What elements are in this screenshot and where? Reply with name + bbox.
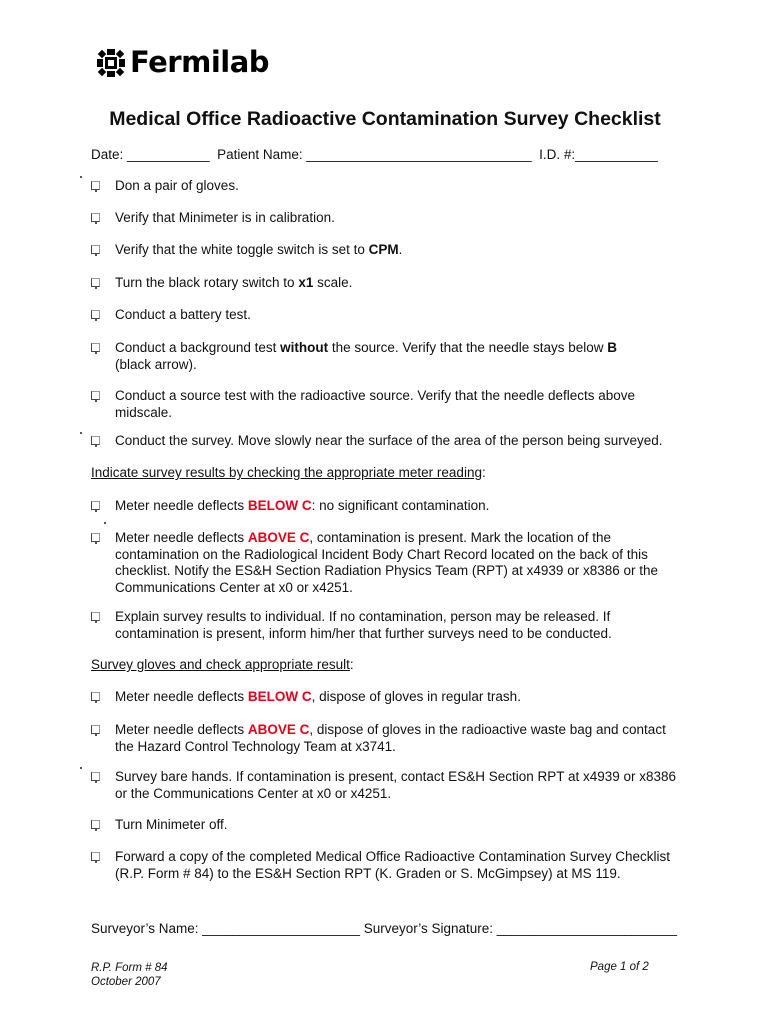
checkbox[interactable] bbox=[91, 391, 100, 400]
item-text: Conduct a battery test. bbox=[115, 307, 251, 322]
checklist-item bbox=[91, 340, 711, 373]
scan-speck bbox=[104, 522, 106, 524]
logo-wordmark: Fermilab bbox=[130, 45, 270, 79]
form-date: October 2007 bbox=[91, 976, 161, 988]
checkbox[interactable] bbox=[91, 245, 100, 254]
checkbox[interactable] bbox=[91, 213, 100, 222]
checkbox[interactable] bbox=[91, 181, 100, 190]
checklist-item bbox=[91, 498, 711, 515]
checkbox[interactable] bbox=[91, 501, 100, 510]
checklist-item bbox=[91, 817, 711, 834]
item-text: Conduct a background test without the source. Verify that the needle stays below B (black arrow). bbox=[115, 340, 618, 372]
checklist-item bbox=[91, 609, 711, 642]
footer-form-info bbox=[91, 961, 168, 989]
scan-speck bbox=[80, 432, 82, 434]
item-text: Meter needle deflects BELOW C, dispose of gloves in regular trash. bbox=[115, 689, 521, 704]
checklist-item bbox=[91, 849, 711, 882]
item-text: Survey bare hands. If contamination is present, contact ES&H Section RPT at x4939 or x8386 or the Communications Center at x0 or x4251. bbox=[115, 769, 677, 801]
checklist-item bbox=[91, 275, 711, 292]
item-text: Meter needle deflects ABOVE C, dispose of gloves in the radioactive waste bag and contact the Hazard Control Technology Team at x3741. bbox=[115, 722, 666, 754]
item-text: Meter needle deflects BELOW C: no significant contamination. bbox=[115, 498, 490, 513]
page-number: Page 1 of 2 bbox=[590, 961, 649, 973]
checklist-item bbox=[91, 433, 711, 450]
checkbox[interactable] bbox=[91, 533, 100, 542]
item-text: Don a pair of gloves. bbox=[115, 178, 239, 193]
item-text: Verify that Minimeter is in calibration. bbox=[115, 210, 335, 225]
fermilab-logo-icon bbox=[97, 49, 125, 77]
checklist-item bbox=[91, 530, 711, 596]
checklist-item bbox=[91, 769, 711, 802]
checkbox[interactable] bbox=[91, 725, 100, 734]
item-text: Verify that the white toggle switch is set to CPM. bbox=[115, 242, 403, 257]
section-heading-results: Indicate survey results by checking the appropriate meter reading: bbox=[91, 465, 486, 480]
checklist-item bbox=[91, 388, 711, 421]
fermilab-logo bbox=[97, 45, 270, 79]
item-text: Turn the black rotary switch to x1 scale. bbox=[115, 275, 353, 290]
checkbox[interactable] bbox=[91, 436, 100, 445]
patient-info-line: Date: ___________ Patient Name: ______________________________ I.D. #:___________ bbox=[91, 147, 658, 162]
checklist-item bbox=[91, 242, 711, 259]
checklist-item bbox=[91, 307, 711, 324]
checklist-item bbox=[91, 210, 711, 227]
form-number: R.P. Form # 84 bbox=[91, 962, 168, 974]
item-text: Conduct a source test with the radioactive source. Verify that the needle deflects above midscale. bbox=[115, 388, 636, 420]
item-text: Forward a copy of the completed Medical Office Radioactive Contamination Survey Checklist (R.P. Form # 84) to the ES&H Section RPT (K. Graden or S. McGimpsey) at MS 119. bbox=[115, 849, 671, 881]
checkbox[interactable] bbox=[91, 692, 100, 701]
surveyor-signature-line: Surveyor’s Name: _____________________ Surveyor’s Signature: ________________________ bbox=[91, 921, 677, 936]
checkbox[interactable] bbox=[91, 820, 100, 829]
checkbox[interactable] bbox=[91, 612, 100, 621]
checkbox[interactable] bbox=[91, 772, 100, 781]
checklist-item bbox=[91, 178, 711, 195]
scan-speck bbox=[80, 176, 82, 178]
item-text: Explain survey results to individual. If no contamination, person may be released. If contamination is present, inform him/her that further surveys need to be conducted. bbox=[115, 609, 612, 641]
checkbox[interactable] bbox=[91, 310, 100, 319]
section-heading-gloves: Survey gloves and check appropriate result: bbox=[91, 657, 354, 672]
item-text: Meter needle deflects ABOVE C, contamination is present. Mark the location of the contamination on the Radiological Incident Body Chart Record located on the back of this checklist. Notify the ES&H Section Radiation Physics Team (RPT) at x4939 or x8386 or the Communications Center at x0 or x4251. bbox=[115, 530, 658, 595]
checklist-item bbox=[91, 722, 711, 755]
checkbox[interactable] bbox=[91, 343, 100, 352]
item-text: Turn Minimeter off. bbox=[115, 817, 228, 832]
page-title: Medical Office Radioactive Contamination Survey Checklist bbox=[109, 108, 661, 130]
item-text: Conduct the survey. Move slowly near the surface of the area of the person being surveyed. bbox=[115, 433, 663, 448]
checklist-item bbox=[91, 689, 711, 706]
scan-speck bbox=[80, 767, 82, 769]
checkbox[interactable] bbox=[91, 852, 100, 861]
checkbox[interactable] bbox=[91, 278, 100, 287]
